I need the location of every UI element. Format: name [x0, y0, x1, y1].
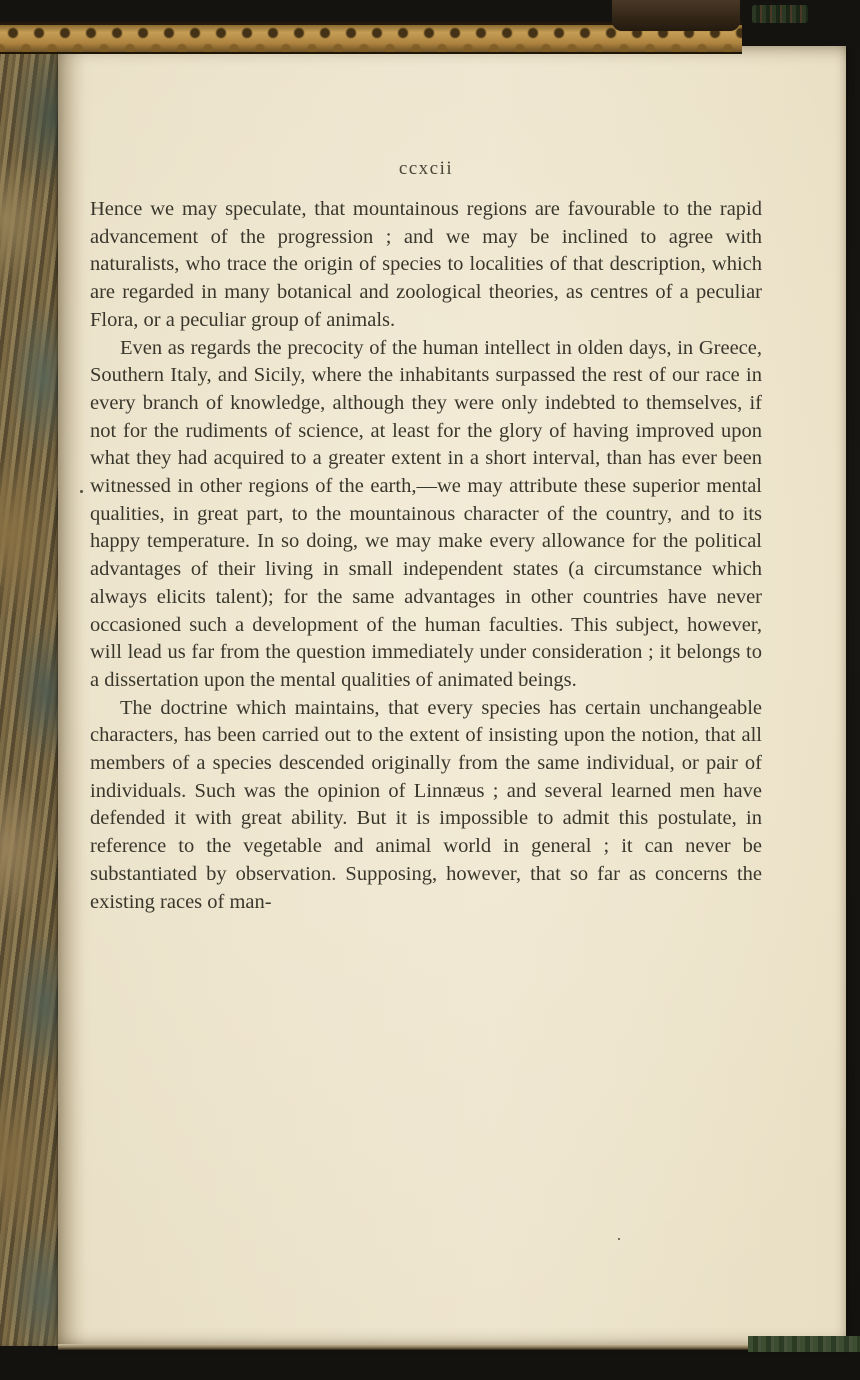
bottom-cloth-strip [748, 1336, 860, 1352]
page-number: ccxcii [398, 158, 454, 179]
book-page [58, 46, 846, 1344]
ink-speck [618, 1238, 620, 1240]
paragraph-mountainous-regions: Hence we may speculate, that mountainous regions are favourable to the rapid advancement of the progression ; and we may be inclined to agree with naturalists, who trace the origin of species to localities of that description, which are regarded in many botanical and zoological theories, as centres of a peculiar Flora, or a peculiar group of animals. [90, 198, 762, 331]
ink-speck [80, 490, 83, 493]
page-text [90, 196, 762, 916]
paragraph-doctrine-species: The doctrine which maintains, that every species has certain unchangeable characters, has been carried out to the extent of insisting upon the notion, that all members of a species descended originally from the same individual, or pair of individuals. Such was the opinion of Linnæus ; and several learned men have defended it with great ability. But it is impossible to admit this postulate, in reference to the vegetable and animal world in general ; it can never be substantiated by observation. Supposing, however, that so far as concerns the existing races of man- [90, 696, 762, 913]
corner-cloth-fragment [752, 5, 808, 23]
spine-leather-fragment [612, 0, 740, 31]
marbled-fore-edge [0, 38, 62, 1346]
page-bottom-edge [58, 1344, 846, 1350]
paragraph-precocity-intellect: Even as regards the precocity of the human intellect in olden days, in Greece, Southern Italy, and Sicily, where the inhabitants surpassed the rest of our race in every branch of knowledge, although they were only indebted to themselves, if not for the rudiments of science, at least for the glory of having improved upon what they had acquired to a greater extent in a short interval, than has ever been witnessed in other regions of the earth,—we may attribute these superior mental qualities, in great part, to the mountainous character of the country, and to its happy temperature. In so doing, we may make every allowance for the political advantages of their living in small independent states (a circumstance which always elicits talent); for the same advantages in other countries have never occasioned such a development of the human faculties. This subject, however, will lead us far from the question immediately under consideration ; it belongs to a dissertation upon the mental qualities of animated beings. [90, 336, 762, 691]
